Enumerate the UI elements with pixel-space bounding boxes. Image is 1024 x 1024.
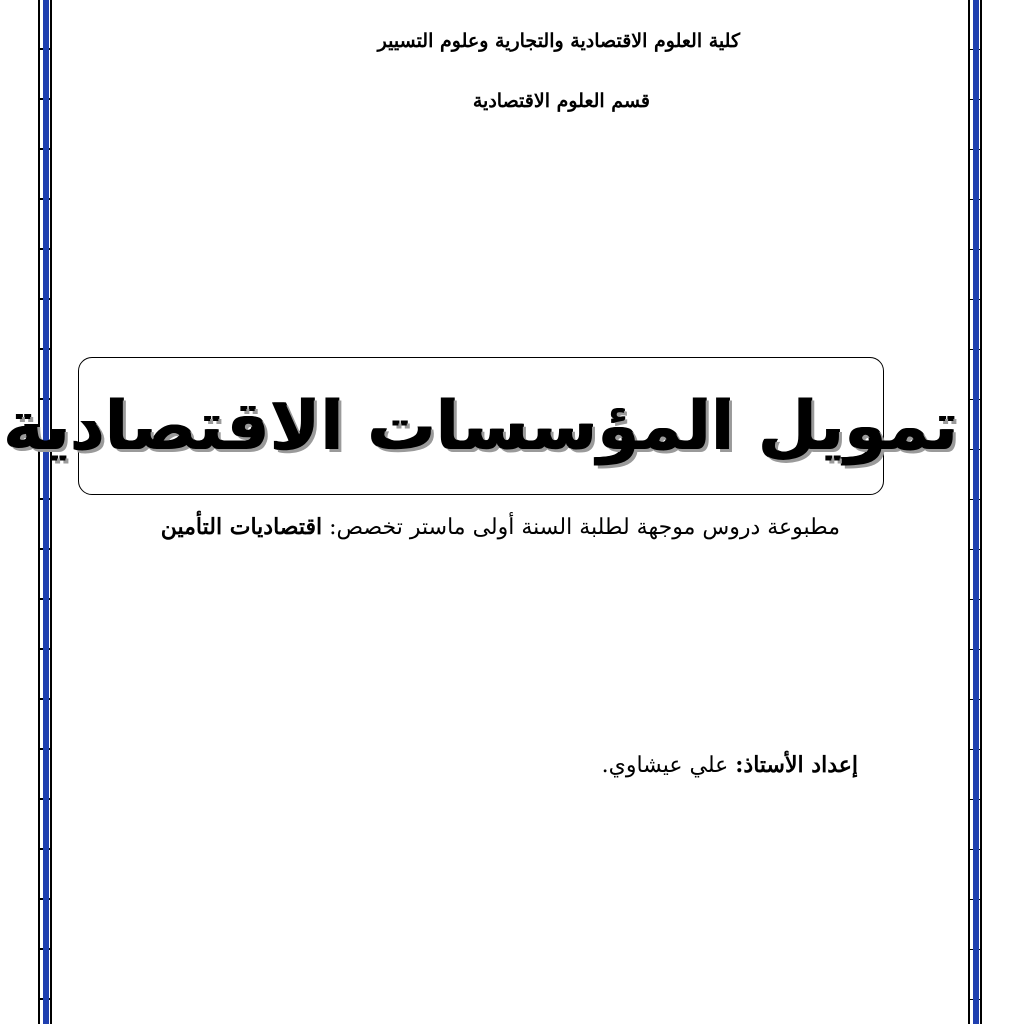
department-name: قسم العلوم الاقتصادية xyxy=(472,90,650,112)
course-description xyxy=(100,507,840,548)
faculty-name: كلية العلوم الاقتصادية والتجارية وعلوم التسيير xyxy=(377,30,740,52)
right-page-border xyxy=(968,0,982,1024)
document-title: تمويل المؤسسات الاقتصادية xyxy=(3,386,959,466)
left-border-stripe xyxy=(43,0,49,1024)
title-box xyxy=(3,357,959,495)
author-label: إعداد الأستاذ: xyxy=(735,752,858,778)
left-page-border xyxy=(38,0,52,1024)
author-line xyxy=(430,752,858,778)
right-border-stripe xyxy=(973,0,979,1024)
author-name: علي عيشاوي. xyxy=(601,753,736,778)
specialization-name: اقتصاديات التأمين xyxy=(160,514,323,540)
course-description-text: مطبوعة دروس موجهة لطلبة السنة أولى ماستر تخصص: xyxy=(322,515,840,540)
